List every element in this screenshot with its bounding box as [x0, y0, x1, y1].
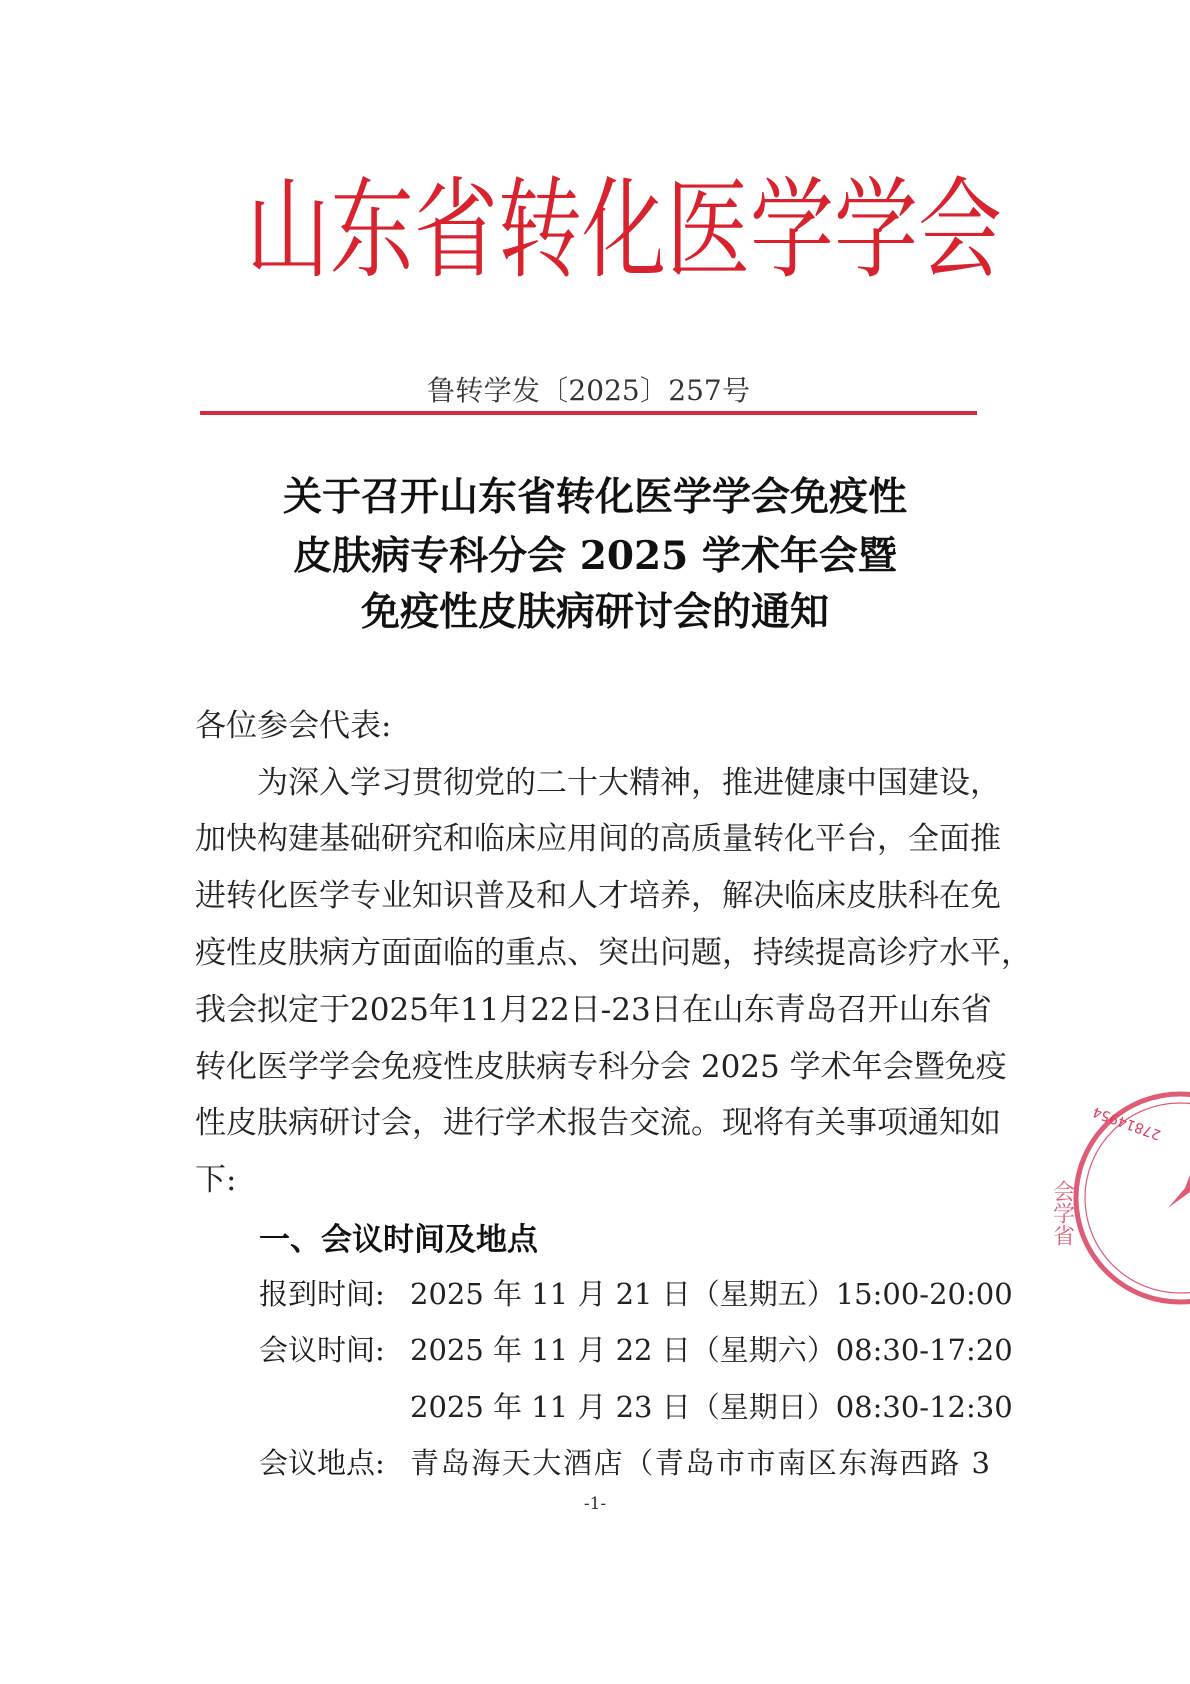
organization-letterhead: 山东省转化医学学会: [246, 166, 1003, 294]
section-heading: 一、会议时间及地点: [259, 1222, 538, 1258]
notice-title-line-3: 免疫性皮肤病研讨会的通知: [360, 589, 829, 635]
meeting-time-day-1: 2025 年 11 月 22 日（星期六）08:30-17:20: [410, 1333, 1013, 1367]
stamp-code: 27814954: [1090, 1103, 1164, 1143]
notice-title-line-1: 关于召开山东省转化医学学会免疫性: [282, 474, 907, 520]
paragraph-line: 我会拟定于2025年11月22日-23日在山东青岛召开山东省: [195, 992, 992, 1028]
official-seal-stamp: [1040, 1080, 1190, 1320]
paragraph-line: 为深入学习贯彻党的二十大精神，推进健康中国建设，: [257, 765, 1001, 801]
page-number: -1-: [583, 1494, 607, 1514]
checkin-time: 2025 年 11 月 21 日（星期五）15:00-20:00: [410, 1277, 1013, 1311]
meeting-time-day-2: 2025 年 11 月 23 日（星期日）08:30-12:30: [410, 1390, 1013, 1424]
venue-address: 青岛海天大酒店（青岛市市南区东海西路 3: [410, 1446, 990, 1480]
notice-title-line-2: 皮肤病专科分会 2025 学术年会暨: [293, 533, 897, 579]
meeting-time-label: 会议时间:: [259, 1333, 385, 1367]
paragraph-line: 转化医学学会免疫性皮肤病专科分会 2025 学术年会暨免疫: [195, 1049, 1007, 1085]
paragraph-line: 进转化医学专业知识普及和人才培养，解决临床皮肤科在免: [195, 878, 1001, 914]
salutation: 各位参会代表:: [195, 708, 392, 744]
red-divider-line: [200, 411, 977, 415]
paragraph-line: 加快构建基础研究和临床应用间的高质量转化平台，全面推: [195, 821, 1001, 857]
paragraph-line: 下:: [195, 1162, 237, 1198]
venue-label: 会议地点:: [259, 1446, 385, 1480]
checkin-label: 报到时间:: [259, 1277, 385, 1311]
star-icon: [1168, 1175, 1190, 1208]
paragraph-line: 疫性皮肤病方面面临的重点、突出问题，持续提高诊疗水平，: [195, 935, 1032, 971]
paragraph-line: 性皮肤病研讨会，进行学术报告交流。现将有关事项通知如: [195, 1105, 1001, 1141]
document-number: 鲁转学发〔2025〕257号: [427, 374, 750, 407]
svg-text:会学省: 会学省: [1049, 1180, 1075, 1246]
